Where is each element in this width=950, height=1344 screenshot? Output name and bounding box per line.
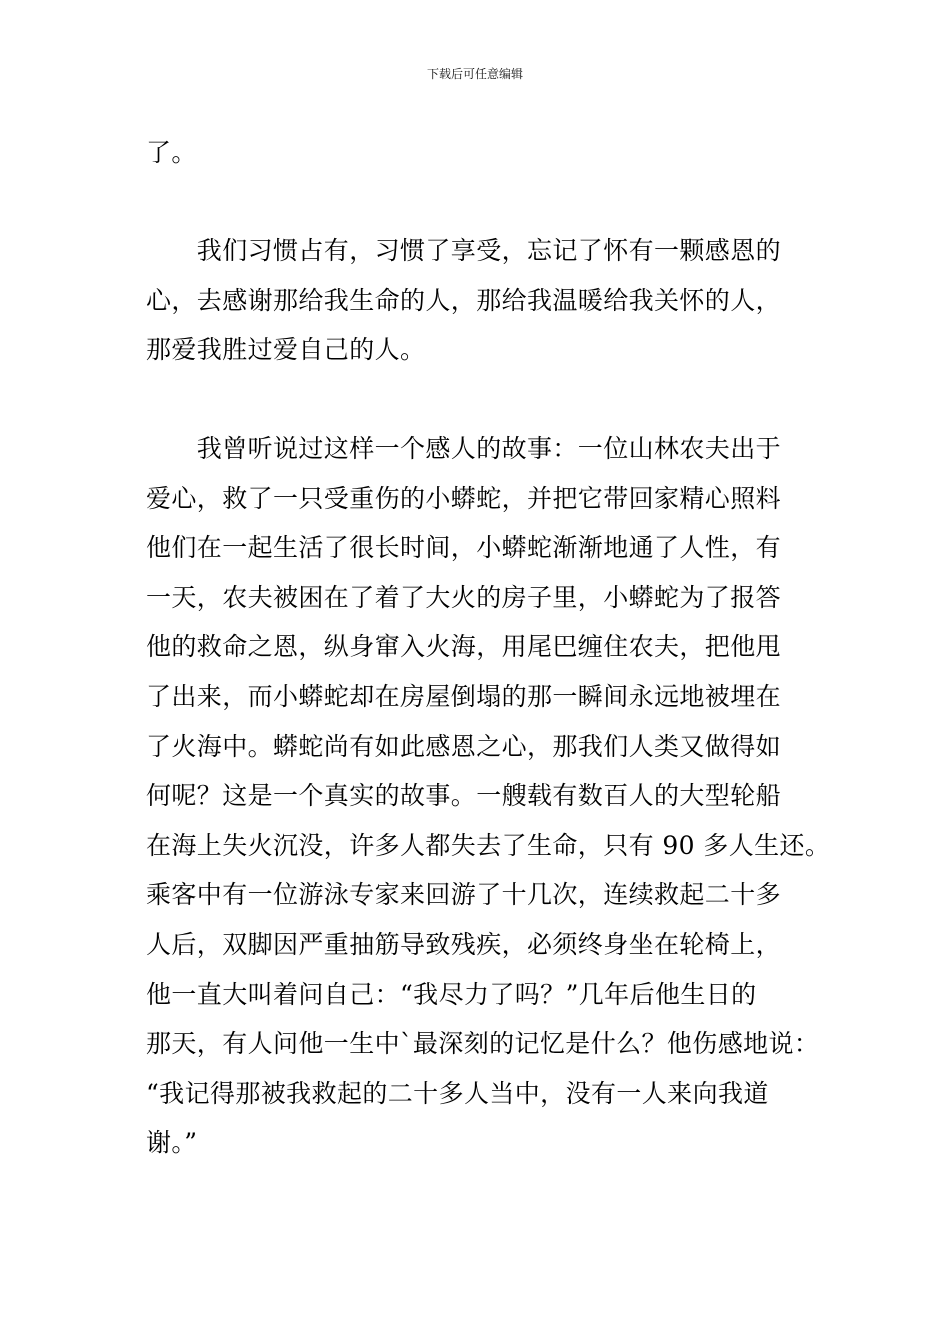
paragraph-line: 那天，有人问他一生中`最深刻的记忆是什么？他伤感地说： (146, 1029, 820, 1059)
paragraph-line: 一天，农夫被困在了着了大火的房子里，小蟒蛇为了报答 (146, 582, 782, 612)
paragraph-line: 谢。” (146, 1128, 198, 1158)
paragraph-line: 在海上失火沉没，许多人都失去了生命，只有 90 多人生还。 (146, 830, 831, 860)
paragraph-line: 了火海中。蟒蛇尚有如此感恩之心，那我们人类又做得如 (146, 731, 782, 761)
paragraph-1 (146, 128, 846, 178)
page-header: 下载后可任意编辑 (426, 67, 523, 81)
paragraph-line: 爱心，救了一只受重伤的小蟒蛇，并把它带回家精心照料 (146, 483, 782, 513)
paragraph-2 (146, 226, 846, 375)
paragraph-line: 他一直大叫着问自己：“我尽力了吗？”几年后他生日的 (146, 979, 757, 1009)
paragraph-line: 他们在一起生活了很长时间，小蟒蛇渐渐地通了人性，有 (146, 533, 782, 563)
paragraph-line: “我记得那被我救起的二十多人当中，没有一人来向我道 (146, 1078, 769, 1108)
paragraph-line: 何呢？这是一个真实的故事。一艘载有数百人的大型轮船 (146, 781, 782, 811)
paragraph-line: 我曾听说过这样一个感人的故事：一位山林农夫出于 (146, 434, 782, 463)
paragraph-line: 心，去感谢那给我生命的人，那给我温暖给我关怀的人， (146, 285, 782, 315)
paragraph-line: 人后，双脚因严重抽筋导致残疾，必须终身坐在轮椅上， (146, 929, 782, 959)
paragraph-line: 他的救命之恩，纵身窜入火海，用尾巴缠住农夫，把他甩 (146, 632, 782, 662)
paragraph-3 (146, 424, 846, 1168)
paragraph-line: 乘客中有一位游泳专家来回游了十几次，连续救起二十多 (146, 880, 782, 910)
paragraph-line: 了。 (146, 138, 197, 167)
paragraph-line: 了出来，而小蟒蛇却在房屋倒塌的那一瞬间永远地被埋在 (146, 681, 782, 711)
paragraph-line: 那爱我胜过爱自己的人。 (146, 335, 426, 365)
paragraph-line: 我们习惯占有，习惯了享受，忘记了怀有一颗感恩的 (146, 236, 782, 265)
